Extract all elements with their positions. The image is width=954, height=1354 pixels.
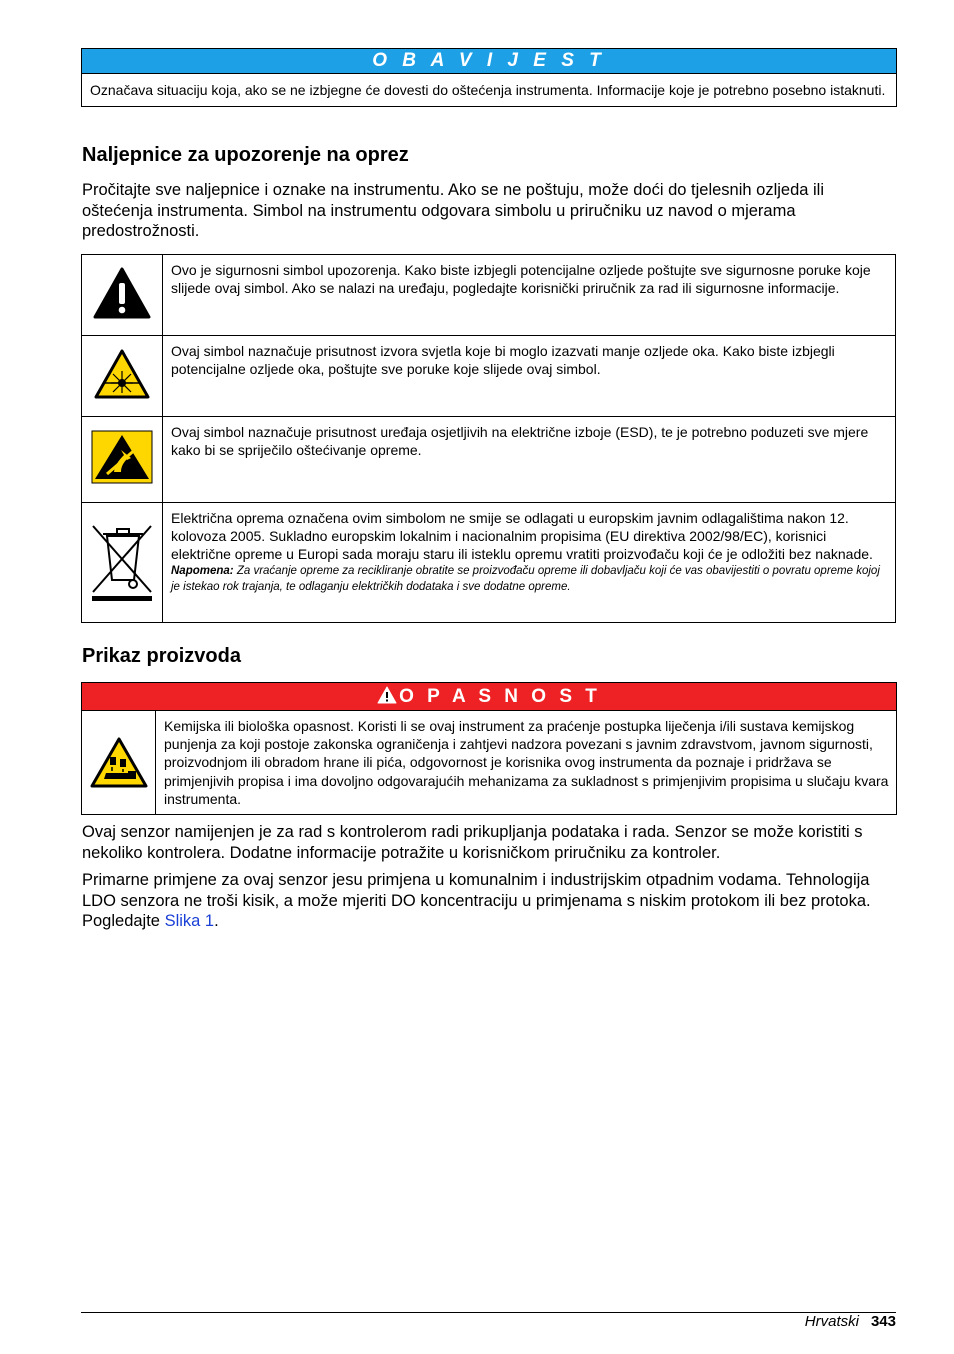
- notice-title: O B A V I J E S T: [82, 49, 896, 74]
- danger-title: O P A S N O S T: [399, 686, 601, 707]
- notice-text: Označava situaciju koja, ako se ne izbjegne će dovesti do oštećenja instrumenta. Informacije koje je potrebno posebno istaknuti.: [90, 82, 886, 98]
- danger-warning-icon: [377, 686, 397, 704]
- footer-rule: [81, 1312, 896, 1313]
- symbol-description: [163, 503, 896, 623]
- danger-text: Kemijska ili biološka opasnost. Koristi li se ovaj instrument za praćenje postupka liječenja i/ili sustava kemijskog punjenja za koji postoje zakonska ograničenja i zahtjevi nadzora povezani s javnim zdravstvom, javnom sigurnosti, proizvodnjom ili obradom hrane ili pića, odgovornost je korisnika ovog instrumenta da poznaje i pridržava se primjenjivih propisa i ima dovoljno odgovarajućih mehanizama za sukladnost s primjenjivim propisima u slučaju kvara instrumenta.: [164, 718, 889, 807]
- notice-box: [81, 48, 897, 107]
- danger-box: [81, 682, 897, 815]
- section-heading-warning-labels: Naljepnice za upozorenje na oprez: [82, 144, 409, 166]
- symbol-row: [82, 417, 896, 503]
- esd-icon: [82, 417, 163, 503]
- danger-header: [82, 683, 896, 711]
- laser-hazard-icon: [82, 336, 163, 417]
- figure-link[interactable]: Slika 1: [164, 912, 215, 930]
- chemical-hazard-icon: [82, 711, 156, 814]
- page-number: 343: [870, 1313, 896, 1330]
- note-label: Napomena:: [171, 565, 234, 577]
- symbol-description: Ovaj simbol naznačuje prisutnost izvora svjetla koje bi moglo izazvati manje ozljede oka. Kako biste izbjegli potencijalne ozljede oka, poštujte sve poruke koje slijede ovaj simbol.: [163, 336, 896, 417]
- body-paragraph-2-end: .: [214, 912, 219, 930]
- warning-triangle-icon: [82, 255, 163, 336]
- symbol-description: Ovaj simbol naznačuje prisutnost uređaja osjetljivih na električne izboje (ESD), te je potrebno poduzeti sve mjere kako bi se spriječilo oštećivanje opreme.: [163, 417, 896, 503]
- symbol-row: [82, 336, 896, 417]
- footer-language: Hrvatski: [804, 1313, 859, 1330]
- danger-content: [82, 711, 896, 814]
- section-heading-product-overview: Prikaz proizvoda: [82, 645, 241, 667]
- weee-text: Električna oprema označena ovim simbolom ne smije se odlagati u europskim javnim odlagalištima nakon 12. kolovoza 2005. Sukladno europskim lokalnim i nacionalnim propisima (EU direktiva 2002/98/EC), korisnici električne opreme u Europi sada moraju staru ili isteklu opremu vratiti proizvođaču koji će je odložiti bez naknade.: [171, 510, 873, 562]
- symbols-table: [81, 254, 896, 623]
- weee-note: [171, 563, 887, 595]
- note-text: Za vraćanje opreme za recikliranje obratite se proizvođaču opreme ili dobavljaču koji će vas obavijestiti o povratu opreme kojoj je istekao rok trajanja, te odlaganju električkih dodataka i sve dodatne opreme.: [171, 565, 880, 593]
- weee-bin-icon: [82, 503, 163, 623]
- symbol-row: [82, 503, 896, 623]
- body-paragraph-1: Ovaj senzor namijenjen je za rad s kontrolerom radi prikupljanja podataka i rada. Senzor se može koristiti s nekoliko kontrolera. Dodatne informacije potražite u korisničkom priručniku za kontroler.: [82, 823, 863, 862]
- body-paragraph-2-text: Primarne primjene za ovaj senzor jesu primjena u komunalnim i industrijskim otpadnim vodama. Tehnologija LDO senzora ne troši kisik, a može mjeriti DO koncentraciju u primjenama s niskim protokom ili bez protoka. Pogledajte: [82, 871, 871, 930]
- symbol-description: Ovo je sigurnosni simbol upozorenja. Kako biste izbjegli potencijalne ozljede poštujte sve sigurnosne poruke koje slijede ovaj simbol. Ako se nalazi na uređaju, pogledajte korisnički priručnik za rad ili sigurnosne informacije.: [163, 255, 896, 336]
- symbol-row: [82, 255, 896, 336]
- page-footer: [805, 1312, 896, 1332]
- body-paragraph-2: [82, 870, 894, 932]
- section-intro-paragraph: Pročitajte sve naljepnice i oznake na instrumentu. Ako se ne poštuju, može doći do tjelesnih ozljeda ili oštećenja instrumenta. Simbol na instrumentu odgovara simbolu u priručniku uz navod o mjerama predostrožnosti.: [82, 181, 825, 240]
